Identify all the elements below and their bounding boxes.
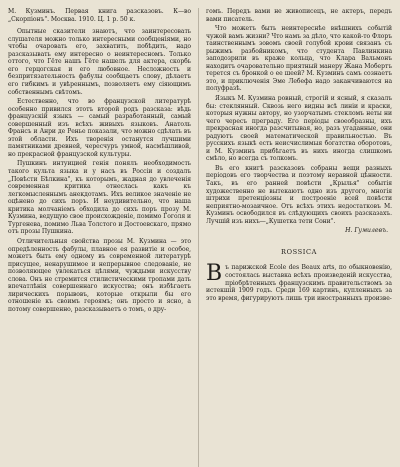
left-column — [8, 8, 191, 315]
left-paragraph-3: Пушкинъ интуицией генія понялъ необходимость такого культа языка и у насъ въ Россіи и создалъ „Повѣсти Бѣлкина", къ которымъ, жадная до увлеченія современная критика отнеслась какъ къ легкомысленнымъ анекдотамъ. Ихъ великое значеніе не оцѣнено до сихъ поръ. И неудивительно, что наша критика молчаніемъ обходила до сихъ поръ прозу М. Кузмина, ведущую свое происхожденіе, помимо Гоголя и Тургенева, помимо Льва Толстого и Достоевскаго, прямо отъ прозы Пушкина. — [8, 160, 191, 236]
right-paragraph-1: гомъ. Передъ вами не живописецъ, не актеръ, передъ вами писатель. — [206, 8, 392, 23]
section-title: ROSSICA — [281, 247, 317, 256]
author-signature: Н. Гумилевъ. — [345, 227, 388, 235]
column-divider — [198, 8, 199, 467]
left-paragraph-2: Естественно, что во французской литературѣ особенно привился этотъ второй родъ разсказа: вѣдь французскій языкъ — самый разработанный, самый совершенный изъ всѣхъ живыхъ языковъ. Анатоль Франсъ и Анри де Ренье показали, что можно сдѣлать въ этой области. Ихъ творенія останутся лучшими памятниками древней, чересчуръ умной, насмѣшливой, но прекрасной французской культуры. — [8, 98, 191, 158]
right-paragraph-4: Въ его книгѣ разсказовъ собраны вещи разныхъ періодовъ его творчества и поэтому неравной цѣнности. Такъ, въ его ранней повѣсти „Крылья" событія художественно не вытекаютъ одно изъ другого, многія штрихи претенціозны и построеніе всей повѣсти неприятно-мозаичное. Отъ всѣхъ этихъ недостатковъ М. Кузминъ освободился въ слѣдующихъ своихъ разсказахъ. Лучшій изъ нихъ—„Кушетка тети Сони". — [206, 164, 392, 225]
drop-cap: В — [206, 261, 223, 287]
right-column — [206, 8, 392, 304]
review-header: М. Кузминъ. Первая книга разсказовъ. К—во „Скорпіонъ". Москва. 1910. Ц. 1 р. 50 к. — [8, 8, 191, 23]
left-paragraph-1: Опытные сказители знаютъ, что заинтересовать слушателя можно только интересными сообщеніями, но чтобы очаровать его, захватить, побѣдить, надо разсказывать ему интересно о неинтересномъ. Только оттого, что Гёте нашъ Гёте нашелъ для актера, скорбь его герцогская и его любовное. Несложность и безпритязательность фабулы сообщаетъ слову, дѣлаетъ его гибкимъ и увѣреннымъ, позволяетъ ему сіяющимъ собственнымъ свѣтомъ. — [8, 28, 191, 96]
section-paragraph — [206, 261, 392, 302]
left-paragraph-4: Отличительныя свойства прозы М. Кузмина — это опредѣленность фабулы, плавное ея развитіе и особое, можетъ быть ему одному въ современной литературѣ присущее, ненарушимое и непрерывное следованіе, не позволяющее увлекаться цѣлями, чуждыми искусству слова. Онъ не стремится стилистическими тропами дать впечатлѣнія совершеннаго искусства; онъ избѣгаетъ лирическихъ порывовъ, которые открыли бы его отношеніе къ своимъ героямъ; онъ просто и ясно, а потому совершенно, разсказываетъ о томъ, о дру- — [8, 237, 191, 313]
right-paragraph-2: Что можетъ быть неинтереснѣе внѣшнихъ событій чужой вамъ жизни? Что намъ за дѣло, что какой-то Флоръ таинственнымъ зовомъ своей голубой крови связанъ съ рыжимъ разбойникомъ, что студента Павлинкина заподозрили въ краже кольца, что Клара Вальмонъ находитъ очаровательно приятный манеру Жана Мобертъ терется съ бронкой о ее шеей? М. Кузминъ самъ сознаетъ это, и приключенія Эме Лебефа надо заканчиваются на полуфразѣ. — [206, 25, 392, 93]
section-text: ъ парижской Ecole des Beaux arts, по обыкновенію, состоялась выставка всѣхъ произведеній искусства, пріобрѣтенныхъ французскимъ правительствомъ за истекшій 1909 годъ. Среди 169 картинъ, купленныхъ за это время, фигурируютъ лишь три иностранныхъ произве- — [206, 264, 392, 302]
right-paragraph-3: Языкъ М. Кузмина ровный, строгій и ясный, я сказалъ бы: стеклянный. Сквозь него видны всѣ линіи и краски, которыя нужны автору, но узорчатымъ стекломъ неты ни чего чересъ преграду. Его періоды своеобразны, ихъ прекрасная иногда разсчитывая, но, разъ угаданные, они радуютъ своей математической правильностью. Въ русскихъ языкѣ есть неисчислимыя богатства оборотовъ, и М. Кузминъ прибѣгаетъ въ нихъ иногда слишкомъ смѣло, но всегда съ толкомъ. — [206, 95, 392, 163]
